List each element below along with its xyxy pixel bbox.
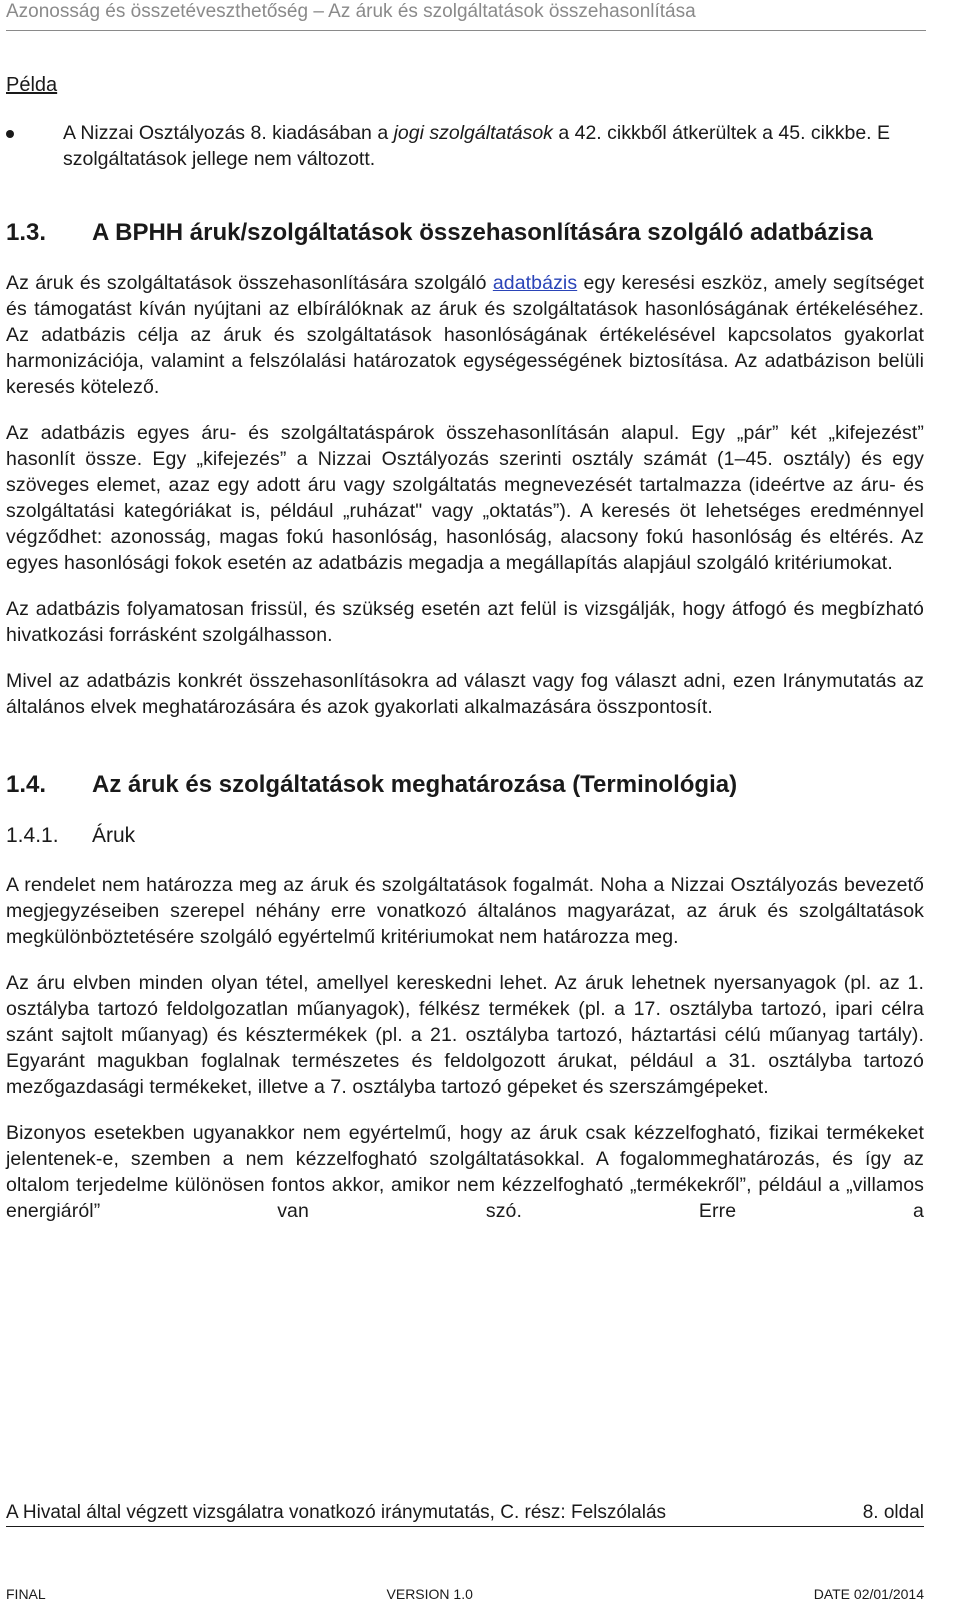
example-bullet-item [6, 120, 924, 172]
page-number: 8. oldal [862, 1502, 924, 1523]
page-footer [6, 1500, 924, 1527]
section-1-4-heading [6, 770, 924, 800]
section-1-3-paragraph-3: Az adatbázis folyamatosan frissül, és szükség esetén azt felül is vizsgálják, hogy átfogó és megbízható hivatkozási forrásként szolgálhasson. [6, 598, 924, 646]
paragraph-1-start: Az áruk és szolgáltatások összehasonlítására szolgáló [6, 272, 493, 294]
section-1-4-1-number: 1.4.1. [6, 824, 59, 847]
document-meta-footer [6, 1586, 924, 1602]
page-content [6, 70, 924, 1224]
section-1-3-heading [6, 218, 924, 248]
footer-title: A Hivatal által végzett vizsgálatra vonatkozó iránymutatás, C. rész: Felszólalás [6, 1502, 667, 1523]
section-1-3-paragraph-4: Mivel az adatbázis konkrét összehasonlításokra ad választ vagy fog választ adni, ezen Iránymutatás az általános elvek meghatározására és azok gyakorlati alkalmazására összpontosít. [6, 670, 924, 718]
section-1-4-1-heading [6, 822, 924, 850]
section-1-4-paragraph-2: Az áru elvben minden olyan tétel, amellyel kereskedni lehet. Az áruk lehetnek nyersanyagok (pl. az 1. osztályba tartozó feldolgozatlan műanyagok), félkész termékek (pl. a 17. osztályba tartozó, ipari célra szánt sajtolt műanyag) és késztermékek (pl. a 21. osztályba tartozó, háztartási célú műanyag tartály). Egyaránt magukban foglalnak természetes és feldolgozott árukat, például a 31. osztályba tartozó mezőgazdasági termékeket, illetve a 7. osztályba tartozó gépeket és szerszámgépeket. [6, 972, 924, 1098]
example-label: Példa [6, 74, 58, 96]
bullet-text-start: A Nizzai Osztályozás 8. kiadásában a [63, 122, 394, 144]
document-version: VERSION 1.0 [386, 1586, 473, 1602]
bullet-text-italic: jogi szolgáltatások [393, 122, 553, 144]
document-status: FINAL [6, 1586, 46, 1602]
section-1-4-paragraph-3: Bizonyos esetekben ugyanakkor nem egyértelmű, hogy az áruk csak kézzelfogható, fizikai termékeket jelentenek-e, szemben a nem kézzelfogható szolgáltatásokkal. A fogalommeghatározás, és így az oltalom terjedelme különösen fontos akkor, amikor nem kézzelfogható „termékekről”, például a „villamos energiáról” van szó. Erre a [6, 1122, 924, 1222]
section-1-3-paragraph-2: Az adatbázis egyes áru- és szolgáltatáspárok összehasonlításán alapul. Egy „pár” két „kifejezést” hasonlít össze. Egy „kifejezés” a Nizzai Osztályozás szerinti osztály számát (1–45. osztály) és egy szöveges elemet, azaz egy adott áru vagy szolgáltatás megnevezését tartalmazza (ideértve az áru- és szolgáltatási kategóriákat is, például „ruházat" vagy „oktatás”). A keresés öt lehetséges eredménnyel végződhet: azonosság, magas fokú hasonlóság, hasonlóság, alacsony fokú hasonlóság és eltérés. Az egyes hasonlósági fokok esetén az adatbázis megadja a megállapítás alapjául szolgáló kritériumokat. [6, 422, 924, 574]
section-1-3-title: A BPHH áruk/szolgáltatások összehasonlítására szolgáló adatbázisa [92, 219, 873, 246]
section-1-3-paragraph-1 [6, 270, 924, 400]
bullet-icon [6, 130, 14, 138]
header-title: Azonosság és összetéveszthetőség – Az áruk és szolgáltatások összehasonlítása [6, 1, 696, 22]
paragraph-1-end: egy keresési eszköz, amely segítséget és támogatást kíván nyújtani az elbírálóknak az áruk és szolgáltatások hasonlóságának értékeléséhez. Az adatbázis célja az áruk és szolgáltatások hasonlóságának értékelésével kapcsolatos gyakorlat harmonizációja, valamint a felszólalási határozatok egységességének biztosítása. Az adatbázison belüli keresés kötelező. [6, 272, 924, 398]
running-header [6, 0, 926, 31]
document-date: DATE 02/01/2014 [813, 1586, 924, 1602]
section-1-4-title: Az áruk és szolgáltatások meghatározása (Terminológia) [92, 771, 738, 798]
section-1-3-number: 1.3. [6, 219, 47, 246]
section-1-4-paragraph-1: A rendelet nem határozza meg az áruk és szolgáltatások fogalmát. Noha a Nizzai Osztályozás bevezető megjegyzéseiben szerepel néhány erre vonatkozó általános magyarázat, az áruk és szolgáltatások megkülönböztetésére szolgáló egyértelmű kritériumokat nem határozza meg. [6, 874, 924, 948]
bullet-text-end: a 42. cikkből átkerültek a 45. cikkbe. E szolgáltatások jellege nem változott. [63, 122, 891, 170]
section-1-4-1-title: Áruk [92, 824, 136, 847]
database-link[interactable]: adatbázis [492, 272, 578, 294]
section-1-4-number: 1.4. [6, 771, 47, 798]
